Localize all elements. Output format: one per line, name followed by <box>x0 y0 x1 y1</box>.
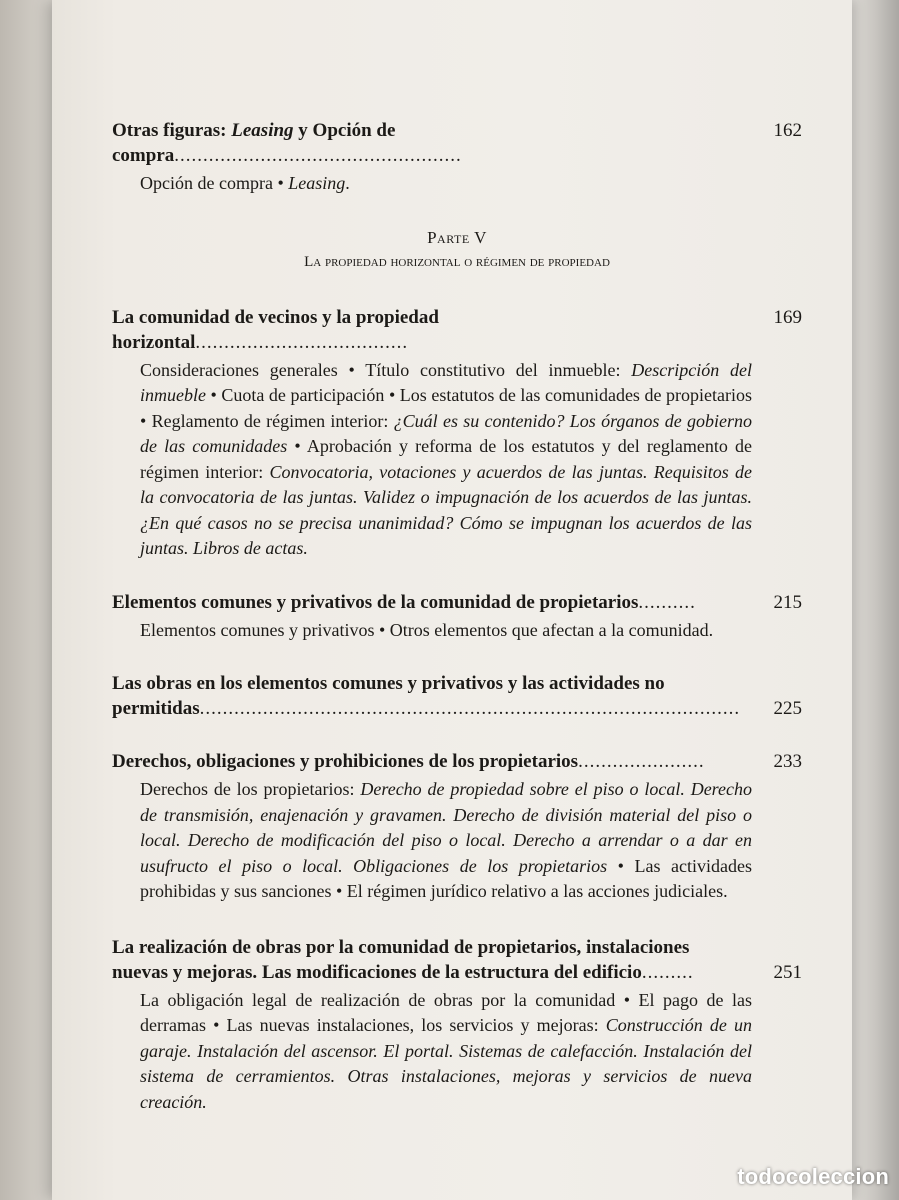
entry-description: Elementos comunes y privativos • Otros elementos que afectan a la comunidad. <box>140 619 714 640</box>
entry-description: Derechos de los propietarios: Derecho de propiedad sobre el piso o local. Derecho de transmisión, enajenación y gravamen. Derecho de división material del piso o local. Derecho de modificación del piso o local. Derecho a arrendar o a dar en usufructo el piso o local. Obligaciones de los propietarios • Las actividades prohibidas y sus sanciones • El régimen jurídico relativo a las acciones judiciales. <box>140 779 752 901</box>
leader-dots: .......... <box>638 591 696 613</box>
table-of-contents <box>112 118 802 1115</box>
page-number: 225 <box>773 698 802 719</box>
leader-dots: ..................................... <box>195 331 409 353</box>
leader-dots: ...................... <box>578 751 705 772</box>
page-number: 251 <box>773 961 802 983</box>
entry-title: La realización de obras por la comunidad de propietarios, instalaciones nuevas y mejoras. Las modificaciones de la estructura del edificio......... <box>112 936 694 983</box>
page-number: 162 <box>773 120 802 141</box>
page-number: 233 <box>773 751 802 772</box>
part-subtitle: La propiedad horizontal o régimen de propiedad <box>304 253 610 270</box>
leader-dots: .................................................. <box>174 145 462 166</box>
page-number: 169 <box>773 306 802 328</box>
entry-title: Elementos comunes y privativos de la comunidad de propietarios.......... <box>112 591 696 613</box>
toc-entry-obras-elementos <box>112 671 802 721</box>
entry-title: Otras figuras: Leasing y Opción de compra.................................................. <box>112 120 462 166</box>
leader-dots: ......... <box>641 961 694 983</box>
entry-title: Las obras en los elementos comunes y privativos y las actividades no permitidas.............................................................................................. <box>112 673 741 719</box>
entry-title: La comunidad de vecinos y la propiedad horizontal..................................... <box>112 306 439 353</box>
page-number: 215 <box>773 591 802 613</box>
toc-entry-derechos <box>112 749 802 905</box>
entry-description: La obligación legal de realización de obras por la comunidad • El pago de las derramas • Las nuevas instalaciones, los servicios y mejoras: Construcción de un garaje. Instalación del ascensor. El portal. Sistemas de calefacción. Instalación del sistema de cerramientos. Otras instalaciones, mejoras y servicios de nueva creación. <box>140 989 752 1112</box>
leader-dots: .............................................................................................. <box>199 698 741 719</box>
toc-entry-comunidad-vecinos <box>112 305 802 562</box>
entry-description: Consideraciones generales • Título constitutivo del inmueble: Descripción del inmueble • Cuota de participación • Los estatutos de las comunidades de propietarios • Reglamento de régimen interior: ¿Cuál es su contenido? Los órganos de gobierno de las comunidades • Aprobación y reforma de los estatutos y del reglamento de régimen interior: Convocatoria, votaciones y acuerdos de las juntas. Requisitos de la convocatoria de las juntas. Validez o impugnación de los acuerdos de las juntas. ¿En qué casos no se precisa unanimidad? Cómo se impugnan los acuerdos de las juntas. Libros de actas. <box>140 359 753 558</box>
part-title: Parte V <box>427 227 487 247</box>
toc-entry-realizacion-obras <box>112 935 802 1116</box>
watermark-logo: todocoleccion <box>737 1164 889 1189</box>
entry-description: Opción de compra • Leasing. <box>140 173 350 193</box>
toc-entry-elementos-comunes <box>112 590 802 644</box>
toc-entry-otras-figuras <box>112 118 802 197</box>
part-header <box>112 227 802 273</box>
entry-title: Derechos, obligaciones y prohibiciones de los propietarios...................... <box>112 751 705 772</box>
book-page <box>52 0 852 1200</box>
